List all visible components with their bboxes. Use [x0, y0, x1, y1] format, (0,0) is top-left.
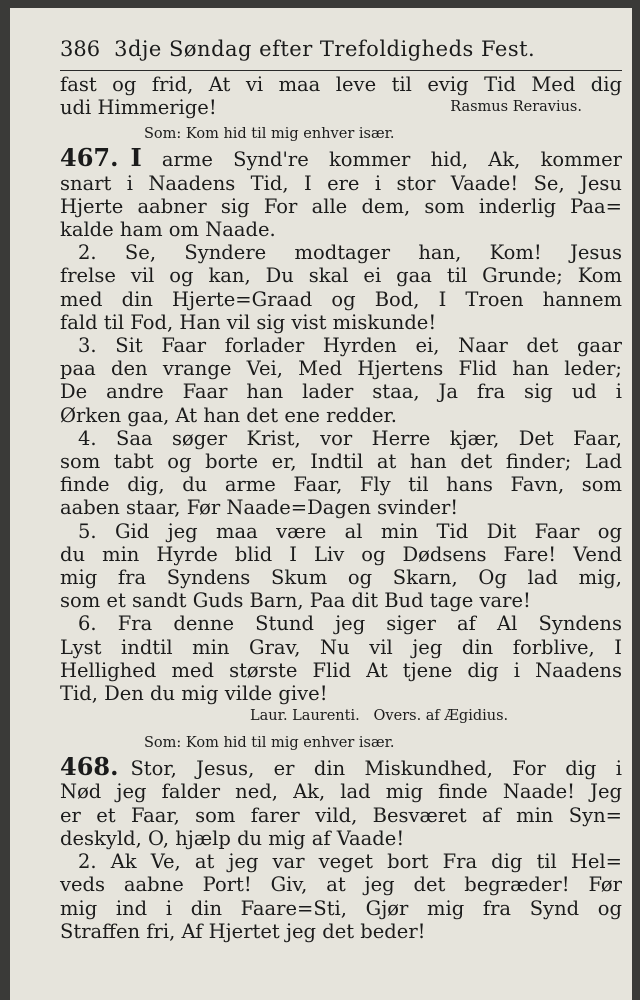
text-line: er et Faar, som farer vild, Besværet af min Syn= — [60, 803, 622, 827]
book-page — [10, 8, 632, 1000]
text-line: De andre Faar han lader staa, Ja fra sig ud i — [60, 380, 622, 404]
page-number: 386 — [60, 37, 101, 61]
text-line: fald til Fod, Han vil sig vist miskunde! — [60, 310, 437, 334]
author-attribution: Rasmus Reravius. — [450, 99, 582, 116]
hymn-468 — [60, 731, 622, 943]
hymn-first-line — [60, 143, 622, 173]
hymn-first-line — [60, 752, 622, 782]
text-line: veds aabne Port! Giv, at jeg det begræder! Før — [60, 873, 622, 897]
previous-hymn-ending — [60, 73, 622, 118]
text-line: finde dig, du arme Faar, Fly til hans Favn, som — [60, 473, 622, 497]
page-header-title: 3dje Søndag efter Trefoldigheds Fest. — [114, 37, 536, 61]
verse-line: 5. Gid jeg maa være al min Tid Dit Faar og — [78, 519, 622, 543]
running-head — [60, 34, 622, 71]
text-line: udi Himmerige! — [60, 96, 217, 120]
text-fragment: arme Synd're kommer hid, Ak, kommer — [141, 148, 622, 172]
melody-indication: Som: Kom hid til mig enhver især. — [144, 126, 395, 143]
text-line: paa den vrange Vei, Med Hjertens Flid han leder; — [60, 357, 622, 381]
text-line: aaben staar, Før Naade=Dagen svinder! — [60, 496, 459, 520]
melody-indication: Som: Kom hid til mig enhver især. — [144, 735, 395, 752]
text-line: fast og frid, At vi maa leve til evig Tid Med dig — [60, 73, 622, 96]
text-line: Hellighed med største Flid At tjene dig i Naadens — [60, 658, 622, 682]
text-line: snart i Naadens Tid, I ere i stor Vaade! Se, Jesu — [60, 171, 622, 195]
text-line: Tid, Den du mig vilde give! — [60, 682, 328, 706]
hymn-467 — [60, 122, 622, 727]
text-line: frelse vil og kan, Du skal ei gaa til Grunde; Kom — [60, 264, 622, 288]
hymn-number: 468. — [60, 752, 119, 782]
text-line: du min Hyrde blid I Liv og Dødsens Fare! Vend — [60, 542, 622, 566]
text-line: mig fra Syndens Skum og Skarn, Og lad mig, — [60, 566, 622, 590]
text-line: Nød jeg falder ned, Ak, lad mig finde Naade! Jeg — [60, 780, 622, 804]
text-line: mig ind i din Faare=Sti, Gjør mig fra Synd og — [60, 896, 622, 920]
text-line: Straffen fri, Af Hjertet jeg det beder! — [60, 919, 426, 943]
text-line: som tabt og borte er, Indtil at han det finder; Lad — [60, 450, 622, 474]
text-fragment: Stor, Jesus, er din Miskundhed, For dig i — [130, 757, 622, 781]
verse-line: 2. Se, Syndere modtager han, Kom! Jesus — [78, 241, 622, 265]
author-translator-attribution: Laur. Laurenti. Overs. af Ægidius. — [250, 708, 509, 725]
verse-line: 4. Saa søger Krist, vor Herre kjær, Det Faar, — [78, 426, 622, 450]
verse-line: 6. Fra denne Stund jeg siger af Al Syndens — [78, 612, 622, 636]
text-line: Ørken gaa, At han det ene redder. — [60, 403, 397, 427]
text-line: Lyst indtil min Grav, Nu vil jeg din forblive, I — [60, 635, 622, 659]
text-line: Hjerte aabner sig For alle dem, som inderlig Paa= — [60, 194, 622, 218]
hymn-number: 467. — [60, 143, 119, 173]
text-line: kalde ham om Naade. — [60, 218, 276, 242]
verse-line: 2. Ak Ve, at jeg var veget bort Fra dig til Hel= — [78, 850, 622, 874]
text-line: som et sandt Guds Barn, Paa dit Bud tage vare! — [60, 589, 531, 613]
initial-letter: I — [130, 143, 142, 173]
text-line: med din Hjerte=Graad og Bod, I Troen hannem — [60, 287, 622, 311]
verse-line: 3. Sit Faar forlader Hyrden ei, Naar det gaar — [78, 334, 622, 358]
text-line: deskyld, O, hjælp du mig af Vaade! — [60, 826, 405, 850]
